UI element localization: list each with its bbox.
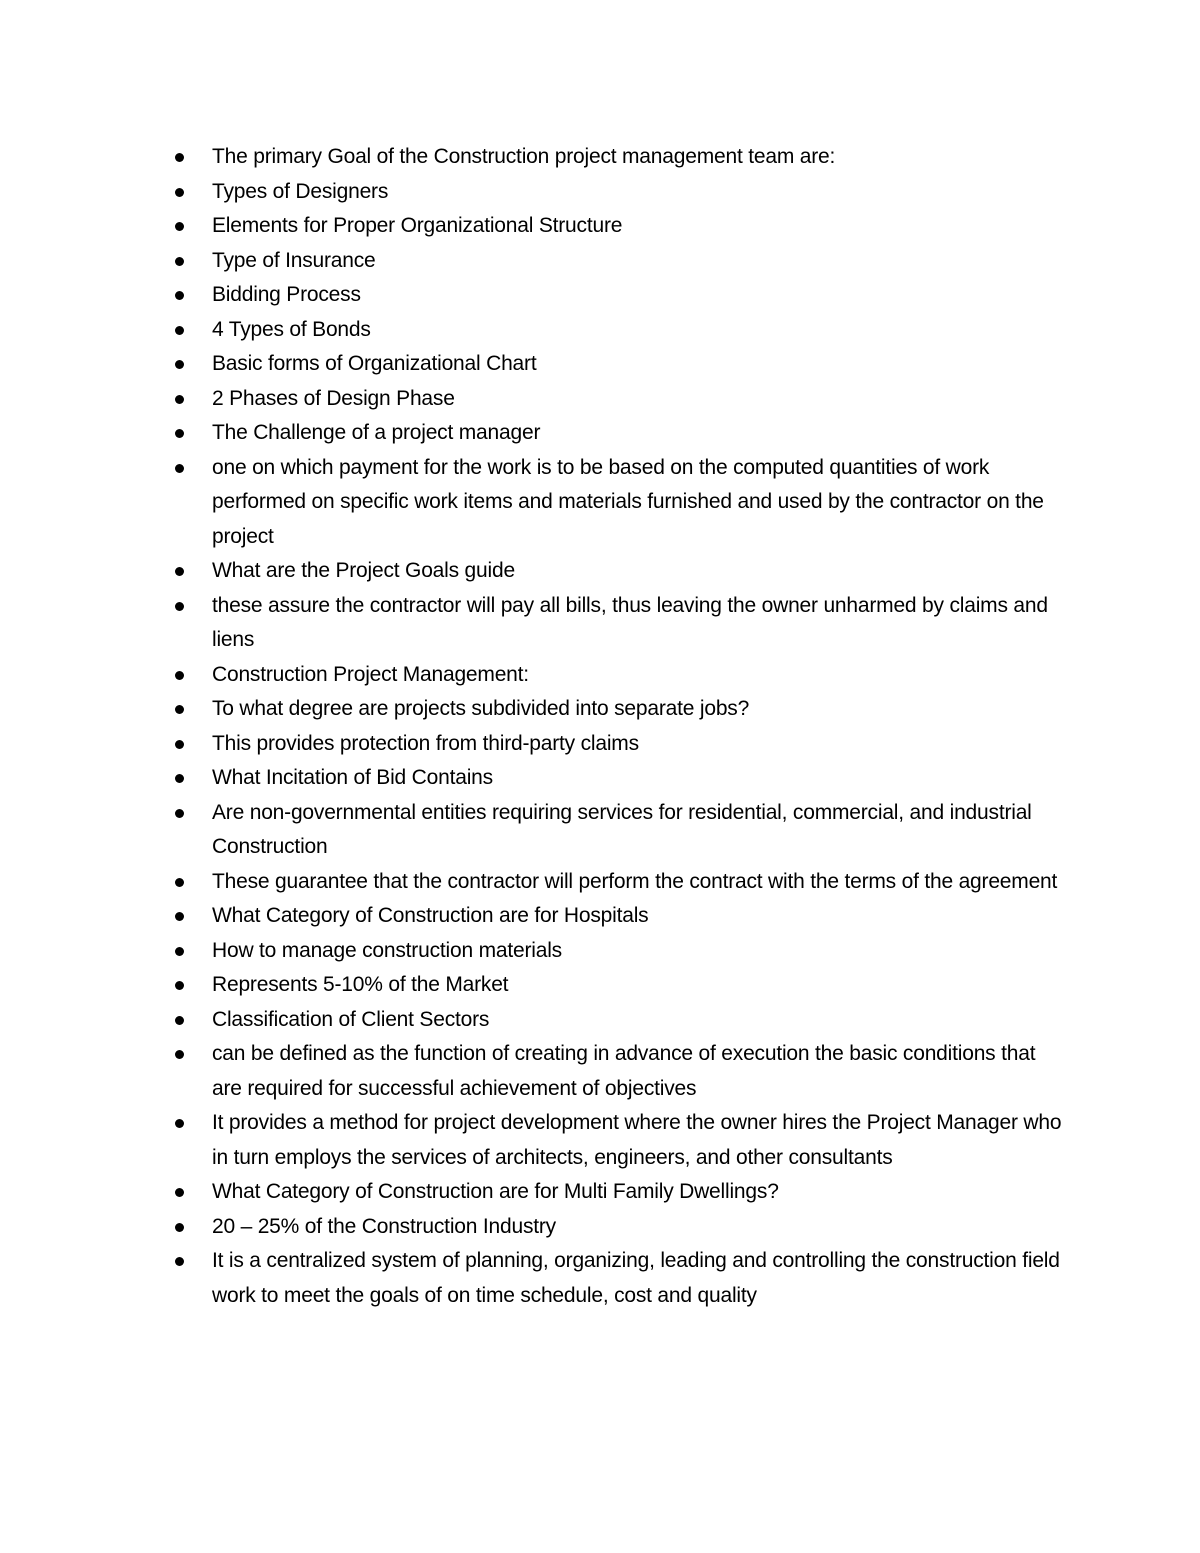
bullet-dot-icon [175, 464, 184, 473]
list-item [170, 1106, 1070, 1175]
list-item-text: What Incitation of Bid Contains [212, 766, 493, 789]
list-item-text: It is a centralized system of planning, organizing, leading and controlling the construction field work to meet the goals of on time schedule, cost and quality [212, 1249, 1060, 1307]
list-item [170, 1210, 1070, 1245]
list-item-text: What Category of Construction are for Hospitals [212, 904, 649, 927]
list-item-text: Type of Insurance [212, 248, 376, 272]
list-item-text: Construction Project Management: [212, 662, 529, 686]
list-item [170, 761, 1070, 796]
bullet-dot-icon [175, 291, 184, 300]
bullet-dot-icon [175, 981, 184, 990]
bullet-dot-icon [175, 809, 184, 818]
list-item-text: To what degree are projects subdivided into separate jobs? [212, 697, 750, 720]
list-item-text: one on which payment for the work is to be based on the computed quantities of work performed on specific work items and materials furnished and used by the contractor on the project [212, 455, 1044, 548]
list-item [170, 1244, 1070, 1313]
list-item [170, 175, 1070, 210]
bullet-dot-icon [175, 1188, 184, 1197]
list-item [170, 382, 1070, 417]
list-item [170, 313, 1070, 348]
bullet-dot-icon [175, 1257, 184, 1266]
list-item-text: can be defined as the function of creating in advance of execution the basic conditions that are required for successful achievement of objectives [212, 1042, 1036, 1100]
list-item-text: How to manage construction materials [212, 938, 562, 962]
bullet-dot-icon [175, 947, 184, 956]
list-item-text: These guarantee that the contractor will perform the contract with the terms of the agreement [212, 869, 1058, 893]
list-item [170, 554, 1070, 589]
bullet-dot-icon [175, 602, 184, 611]
list-item [170, 244, 1070, 279]
bullet-dot-icon [175, 912, 184, 921]
list-item [170, 416, 1070, 451]
list-item [170, 589, 1070, 658]
list-item [170, 140, 1070, 175]
bullet-dot-icon [175, 326, 184, 335]
bullet-dot-icon [175, 222, 184, 231]
list-item [170, 278, 1070, 313]
list-item-text: Are non-governmental entities requiring services for residential, commercial, and industrial Construction [212, 800, 1032, 858]
bullet-dot-icon [175, 740, 184, 749]
list-item-text: What Category of Construction are for Multi Family Dwellings? [212, 1180, 779, 1203]
bullet-dot-icon [175, 878, 184, 887]
bullet-list [170, 140, 1070, 1313]
list-item [170, 1003, 1070, 1038]
bullet-dot-icon [175, 671, 184, 680]
list-item [170, 934, 1070, 969]
bullet-dot-icon [175, 774, 184, 783]
bullet-dot-icon [175, 1016, 184, 1025]
bullet-dot-icon [175, 360, 184, 369]
list-item-text: Classification of Client Sectors [212, 1007, 490, 1031]
list-item [170, 658, 1070, 693]
bullet-dot-icon [175, 1050, 184, 1059]
list-item [170, 865, 1070, 900]
bullet-dot-icon [175, 395, 184, 404]
list-item-text: The Challenge of a project manager [212, 421, 541, 444]
bullet-dot-icon [175, 257, 184, 266]
list-item [170, 1037, 1070, 1106]
list-item-text: 20 – 25% of the Construction Industry [212, 1214, 556, 1238]
bullet-dot-icon [175, 1223, 184, 1232]
list-item-text: Bidding Process [212, 283, 361, 306]
list-item [170, 1175, 1070, 1210]
list-item [170, 727, 1070, 762]
list-item [170, 796, 1070, 865]
list-item [170, 968, 1070, 1003]
bullet-dot-icon [175, 429, 184, 438]
list-item-text: 2 Phases of Design Phase [212, 386, 455, 410]
list-item-text: The primary Goal of the Construction project management team are: [212, 145, 836, 168]
list-item [170, 451, 1070, 555]
list-item-text: This provides protection from third-party claims [212, 731, 639, 755]
list-item-text: Elements for Proper Organizational Structure [212, 214, 623, 237]
list-item-text: Represents 5-10% of the Market [212, 973, 509, 996]
bullet-dot-icon [175, 153, 184, 162]
bullet-dot-icon [175, 1119, 184, 1128]
list-item-text: What are the Project Goals guide [212, 559, 515, 582]
list-item [170, 209, 1070, 244]
list-item-text: Basic forms of Organizational Chart [212, 352, 537, 375]
list-item-text: 4 Types of Bonds [212, 317, 371, 341]
list-item [170, 692, 1070, 727]
list-item [170, 899, 1070, 934]
list-item-text: these assure the contractor will pay all bills, thus leaving the owner unharmed by claims and liens [212, 593, 1048, 651]
list-item-text: It provides a method for project development where the owner hires the Project Manager who in turn employs the services of architects, engineers, and other consultants [212, 1111, 1062, 1169]
bullet-dot-icon [175, 567, 184, 576]
list-item-text: Types of Designers [212, 179, 389, 203]
bullet-dot-icon [175, 188, 184, 197]
bullet-dot-icon [175, 705, 184, 714]
list-item [170, 347, 1070, 382]
